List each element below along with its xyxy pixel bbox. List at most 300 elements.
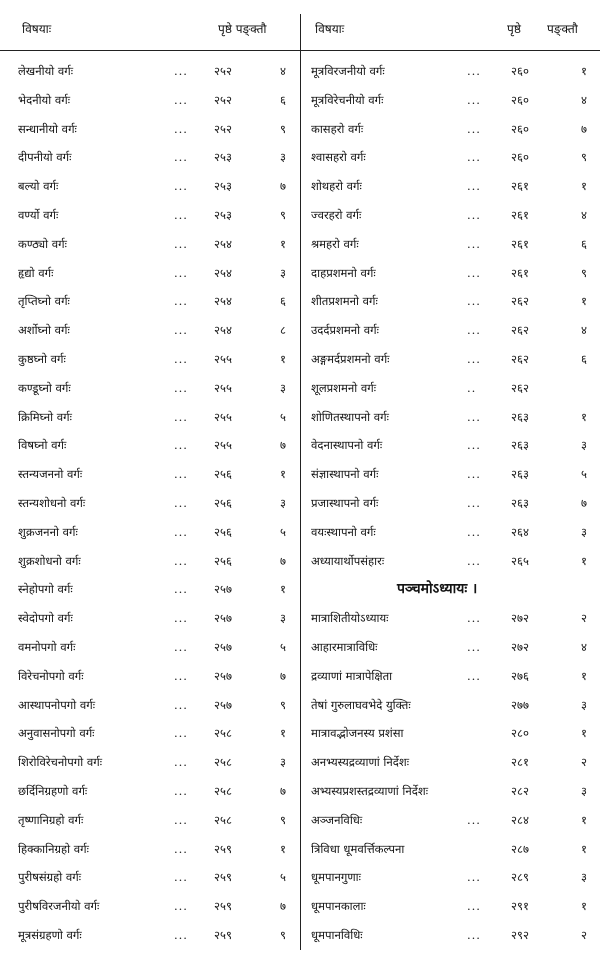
- entry-page-number: २६३: [511, 409, 529, 424]
- entry-subject: कण्ठ्यो वर्गः: [18, 236, 67, 251]
- index-entry: [0, 145, 300, 174]
- index-entry: [0, 693, 300, 722]
- entry-subject: शुक्रजननो वर्गः: [18, 524, 78, 539]
- entry-leader-dots: ...: [174, 351, 188, 366]
- entry-leader-dots: ...: [174, 524, 188, 539]
- index-entry: [0, 721, 300, 750]
- index-entry: [301, 894, 600, 923]
- index-entry: [301, 405, 600, 434]
- entry-line-number: ६: [581, 236, 587, 251]
- index-entry: [301, 347, 600, 376]
- entry-page-number: २५४: [214, 323, 232, 338]
- entry-page-number: २८७: [511, 841, 529, 856]
- entry-page-number: २६४: [511, 524, 529, 539]
- entry-page-number: २५८: [214, 783, 232, 798]
- entry-page-number: २६२: [511, 380, 529, 395]
- entry-leader-dots: ...: [467, 150, 481, 165]
- entry-subject: हिक्कानिग्रहो वर्गः: [18, 841, 89, 856]
- entry-line-number: ३: [280, 265, 286, 280]
- entry-line-number: ६: [280, 92, 286, 107]
- entry-leader-dots: ...: [174, 207, 188, 222]
- entry-page-number: २८०: [511, 726, 529, 741]
- entry-leader-dots: ...: [174, 553, 188, 568]
- entry-line-number: ४: [581, 92, 587, 107]
- index-entry: [301, 145, 600, 174]
- entry-page-number: २५६: [214, 553, 232, 568]
- entry-page-number: २५३: [214, 179, 232, 194]
- entry-page-number: २८१: [511, 755, 529, 770]
- entry-page-number: २६०: [511, 121, 529, 136]
- entry-leader-dots: ...: [174, 639, 188, 654]
- entry-leader-dots: ...: [467, 668, 481, 683]
- entry-page-number: २५६: [214, 524, 232, 539]
- header-page-right: पृष्ठे: [507, 22, 521, 36]
- entry-page-number: २५२: [214, 121, 232, 136]
- index-entry: [301, 750, 600, 779]
- index-entry: [301, 59, 600, 88]
- entry-line-number: ५: [280, 639, 286, 654]
- right-column: [301, 0, 600, 967]
- entry-page-number: २९१: [511, 899, 529, 914]
- entry-page-number: २५९: [214, 870, 232, 885]
- entry-leader-dots: ...: [174, 726, 188, 741]
- entry-leader-dots: ...: [467, 553, 481, 568]
- index-entry: [301, 376, 600, 405]
- index-entry: [0, 261, 300, 290]
- entry-line-number: ५: [280, 409, 286, 424]
- entry-leader-dots: ...: [174, 611, 188, 626]
- entry-subject: धूमपानकालाः: [311, 899, 366, 914]
- entry-leader-dots: ...: [174, 92, 188, 107]
- index-entry: [0, 837, 300, 866]
- entry-line-number: ७: [581, 121, 587, 136]
- entry-line-number: ७: [280, 668, 286, 683]
- entry-line-number: ९: [581, 150, 587, 165]
- index-entry: [301, 289, 600, 318]
- entry-leader-dots: ...: [174, 841, 188, 856]
- entry-line-number: ७: [280, 899, 286, 914]
- index-entry: [301, 203, 600, 232]
- entry-page-number: २६०: [511, 92, 529, 107]
- entry-line-number: २: [581, 927, 587, 942]
- index-entry: [301, 117, 600, 146]
- entry-leader-dots: ...: [174, 150, 188, 165]
- entry-leader-dots: ...: [174, 783, 188, 798]
- entry-subject: शुक्रशोधनो वर्गः: [18, 553, 81, 568]
- entry-line-number: ६: [280, 294, 286, 309]
- entry-page-number: २६०: [511, 150, 529, 165]
- entry-page-number: २७२: [511, 611, 529, 626]
- index-entry: [0, 59, 300, 88]
- entry-line-number: १: [581, 841, 587, 856]
- entry-leader-dots: ...: [467, 899, 481, 914]
- entry-line-number: ३: [280, 611, 286, 626]
- entry-subject: वयःस्थापनो वर्गः: [311, 524, 376, 539]
- index-entry: [0, 865, 300, 894]
- entry-line-number: ३: [581, 524, 587, 539]
- index-entry: [0, 376, 300, 405]
- entry-line-number: ९: [280, 927, 286, 942]
- entry-page-number: २६३: [511, 438, 529, 453]
- index-entry: [0, 405, 300, 434]
- entry-page-number: २६१: [511, 207, 529, 222]
- entry-leader-dots: ..: [467, 380, 477, 395]
- left-index-list: [0, 59, 300, 952]
- entry-page-number: २६१: [511, 265, 529, 280]
- entry-line-number: ५: [581, 467, 587, 482]
- entry-leader-dots: ...: [467, 870, 481, 885]
- index-entry: [301, 491, 600, 520]
- entry-page-number: २७७: [511, 697, 529, 712]
- entry-page-number: २५२: [214, 92, 232, 107]
- entry-line-number: १: [581, 294, 587, 309]
- entry-page-number: २७२: [511, 639, 529, 654]
- entry-page-number: २५९: [214, 841, 232, 856]
- entry-page-number: २५६: [214, 467, 232, 482]
- entry-leader-dots: ...: [467, 92, 481, 107]
- entry-line-number: ३: [280, 150, 286, 165]
- entry-line-number: ४: [581, 323, 587, 338]
- entry-subject: अनभ्यस्यद्रव्याणां निर्देशः: [311, 755, 410, 770]
- entry-subject: विषघ्नो वर्गः: [18, 438, 67, 453]
- entry-leader-dots: ...: [467, 639, 481, 654]
- index-entry: [301, 693, 600, 722]
- index-entry: [301, 865, 600, 894]
- entry-page-number: २५५: [214, 409, 232, 424]
- header-line-right: पङ्क्तौ: [547, 22, 578, 36]
- entry-leader-dots: ...: [174, 380, 188, 395]
- entry-line-number: १: [280, 582, 286, 597]
- entry-line-number: १: [581, 812, 587, 827]
- entry-subject: ज्वरहरो वर्गः: [311, 207, 362, 222]
- entry-subject: तृष्णानिग्रहो वर्गः: [18, 812, 84, 827]
- entry-page-number: २६३: [511, 495, 529, 510]
- entry-subject: छर्दिनिग्रहणो वर्गः: [18, 783, 88, 798]
- entry-subject: पुरीषसंग्रहो वर्गः: [18, 870, 82, 885]
- entry-page-number: २५४: [214, 265, 232, 280]
- entry-page-number: २५७: [214, 611, 232, 626]
- entry-line-number: १: [280, 841, 286, 856]
- entry-line-number: ८: [280, 323, 286, 338]
- index-entry: [0, 433, 300, 462]
- entry-line-number: ९: [280, 697, 286, 712]
- entry-subject: उदर्दप्रशमनो वर्गः: [311, 323, 379, 338]
- entry-subject: मूत्रविरेचनीयो वर्गः: [311, 92, 384, 107]
- entry-page-number: २९२: [511, 927, 529, 942]
- entry-leader-dots: ...: [174, 467, 188, 482]
- index-entry: [0, 347, 300, 376]
- entry-leader-dots: ...: [467, 524, 481, 539]
- entry-leader-dots: ...: [467, 467, 481, 482]
- entry-page-number: २५७: [214, 639, 232, 654]
- entry-subject: आस्थापनोपगो वर्गः: [18, 697, 96, 712]
- entry-subject: भेदनीयो वर्गः: [18, 92, 71, 107]
- entry-subject: शूलप्रशमनो वर्गः: [311, 380, 377, 395]
- entry-leader-dots: ...: [467, 351, 481, 366]
- entry-leader-dots: ...: [174, 668, 188, 683]
- entry-leader-dots: ...: [467, 409, 481, 424]
- entry-page-number: २८२: [511, 783, 529, 798]
- entry-line-number: १: [581, 668, 587, 683]
- entry-subject: धूमपानगुणाः: [311, 870, 361, 885]
- entry-leader-dots: ...: [174, 927, 188, 942]
- entry-page-number: २५९: [214, 927, 232, 942]
- index-entry: [0, 549, 300, 578]
- entry-line-number: ४: [581, 207, 587, 222]
- entry-line-number: ५: [280, 524, 286, 539]
- entry-leader-dots: ...: [467, 927, 481, 942]
- entry-line-number: १: [581, 726, 587, 741]
- entry-line-number: ३: [581, 870, 587, 885]
- entry-subject: बल्यो वर्गः: [18, 179, 59, 194]
- entry-line-number: १: [280, 236, 286, 251]
- entry-leader-dots: ...: [174, 438, 188, 453]
- entry-leader-dots: ...: [174, 870, 188, 885]
- index-entry: [0, 232, 300, 261]
- entry-line-number: १: [280, 351, 286, 366]
- entry-subject: अर्शोघ्नो वर्गः: [18, 323, 70, 338]
- entry-page-number: २६१: [511, 236, 529, 251]
- entry-line-number: १: [581, 64, 587, 78]
- index-entry: [301, 721, 600, 750]
- index-entry: [301, 923, 600, 952]
- entry-subject: शीतप्रशमनो वर्गः: [311, 294, 378, 309]
- header-subject-right: विषयाः: [315, 22, 345, 36]
- index-entry: [0, 635, 300, 664]
- entry-page-number: २५५: [214, 351, 232, 366]
- entry-leader-dots: ...: [467, 265, 481, 280]
- entry-line-number: ७: [280, 179, 286, 194]
- entry-subject: तेषां गुरुलाघवभेदे युक्तिः: [311, 697, 411, 712]
- index-entry: [301, 577, 600, 606]
- entry-page-number: २६२: [511, 323, 529, 338]
- entry-line-number: १: [581, 553, 587, 568]
- entry-line-number: ९: [581, 265, 587, 280]
- entry-subject: स्नेहोपगो वर्गः: [18, 582, 73, 597]
- entry-leader-dots: ...: [467, 294, 481, 309]
- index-entry: [0, 750, 300, 779]
- entry-subject: संज्ञास्थापनो वर्गः: [311, 467, 379, 482]
- index-entry: [0, 808, 300, 837]
- entry-line-number: ३: [280, 380, 286, 395]
- entry-leader-dots: ...: [467, 121, 481, 136]
- entry-line-number: ५: [280, 870, 286, 885]
- entry-subject: त्रिविधा धूमवर्त्तिकल्पना: [311, 841, 405, 856]
- entry-subject: पुरीषविरजनीयो वर्गः: [18, 899, 100, 914]
- index-entry: [0, 174, 300, 203]
- entry-line-number: ३: [581, 438, 587, 453]
- index-entry: [0, 203, 300, 232]
- entry-subject: स्तन्यजननो वर्गः: [18, 467, 83, 482]
- index-entry: [0, 289, 300, 318]
- entry-line-number: २: [581, 755, 587, 770]
- entry-line-number: ६: [581, 351, 587, 366]
- entry-subject: वर्ण्यो वर्गः: [18, 207, 59, 222]
- index-entry: [301, 88, 600, 117]
- entry-leader-dots: ...: [174, 812, 188, 827]
- entry-subject: स्तन्यशोधनो वर्गः: [18, 495, 86, 510]
- entry-page-number: २५५: [214, 438, 232, 453]
- entry-page-number: २५२: [214, 64, 232, 78]
- entry-subject: आहारमात्राविधिः: [311, 639, 378, 654]
- entry-leader-dots: ...: [174, 697, 188, 712]
- entry-leader-dots: ...: [174, 755, 188, 770]
- header-page-line-left: पृष्ठे पङ्क्तौ: [218, 22, 267, 36]
- index-entry: [0, 664, 300, 693]
- index-entry: [0, 923, 300, 952]
- entry-subject: मात्राशितीयोऽध्यायः: [311, 611, 389, 626]
- index-entry: [0, 117, 300, 146]
- entry-subject: अभ्यस्यप्रशस्तद्रव्याणां निर्देशः: [311, 783, 429, 798]
- entry-line-number: ३: [280, 755, 286, 770]
- entry-page-number: २६२: [511, 294, 529, 309]
- entry-page-number: २८९: [511, 870, 529, 885]
- entry-subject: मूत्रविरजनीयो वर्गः: [311, 64, 385, 78]
- entry-subject: कुष्ठघ्नो वर्गः: [18, 351, 66, 366]
- entry-line-number: १: [280, 726, 286, 741]
- entry-subject: वेदनास्थापनो वर्गः: [311, 438, 383, 453]
- entry-page-number: २५७: [214, 668, 232, 683]
- entry-subject: दाहप्रशमनो वर्गः: [311, 265, 376, 280]
- index-entry: [301, 549, 600, 578]
- entry-subject: दीपनीयो वर्गः: [18, 150, 72, 165]
- index-entry: [301, 174, 600, 203]
- entry-page-number: २५८: [214, 755, 232, 770]
- entry-subject: मूत्रसंग्रहणो वर्गः: [18, 927, 82, 942]
- entry-page-number: २५४: [214, 294, 232, 309]
- entry-page-number: २७६: [511, 668, 529, 683]
- entry-subject: कण्डूघ्नो वर्गः: [18, 380, 71, 395]
- entry-leader-dots: ...: [174, 64, 188, 78]
- entry-page-number: २५३: [214, 150, 232, 165]
- index-entry: [0, 894, 300, 923]
- entry-subject: मात्रावद्भोजनस्य प्रशंसा: [311, 726, 404, 741]
- entry-line-number: ७: [280, 553, 286, 568]
- entry-leader-dots: ...: [174, 179, 188, 194]
- index-entry: [301, 635, 600, 664]
- entry-line-number: ९: [280, 207, 286, 222]
- index-entry: [301, 462, 600, 491]
- entry-page-number: २५८: [214, 812, 232, 827]
- index-entry: [0, 88, 300, 117]
- entry-subject: धूमपानविधिः: [311, 927, 363, 942]
- entry-page-number: २५८: [214, 726, 232, 741]
- entry-line-number: ९: [280, 121, 286, 136]
- entry-page-number: २६३: [511, 467, 529, 482]
- header-subject-left: विषयाः: [22, 22, 52, 36]
- entry-leader-dots: ...: [174, 582, 188, 597]
- entry-leader-dots: ...: [174, 409, 188, 424]
- entry-leader-dots: ...: [467, 323, 481, 338]
- entry-subject: अनुवासनोपगो वर्गः: [18, 726, 95, 741]
- index-entry: [0, 520, 300, 549]
- entry-leader-dots: ...: [174, 323, 188, 338]
- entry-subject: शिरोविरेचनोपगो वर्गः: [18, 755, 103, 770]
- entry-subject: अङ्गमर्दप्रशमनो वर्गः: [311, 351, 390, 366]
- entry-leader-dots: ...: [174, 121, 188, 136]
- entry-line-number: ३: [280, 495, 286, 510]
- entry-line-number: २: [581, 611, 587, 626]
- index-entry: [0, 606, 300, 635]
- entry-line-number: १: [581, 409, 587, 424]
- entry-line-number: ३: [581, 783, 587, 798]
- index-entry: [0, 779, 300, 808]
- entry-leader-dots: ...: [467, 438, 481, 453]
- entry-subject: श्रमहरो वर्गः: [311, 236, 359, 251]
- right-index-list: [301, 59, 600, 952]
- entry-leader-dots: ...: [467, 207, 481, 222]
- entry-subject: प्रजास्थापनो वर्गः: [311, 495, 379, 510]
- entry-leader-dots: ...: [174, 899, 188, 914]
- index-entry: [301, 779, 600, 808]
- index-entry: [301, 520, 600, 549]
- entry-subject: विरेचनोपगो वर्गः: [18, 668, 84, 683]
- entry-page-number: २५७: [214, 697, 232, 712]
- entry-subject: हृद्यो वर्गः: [18, 265, 54, 280]
- entry-leader-dots: ...: [467, 495, 481, 510]
- entry-line-number: ७: [280, 783, 286, 798]
- entry-leader-dots: ...: [174, 294, 188, 309]
- entry-page-number: २८४: [511, 812, 529, 827]
- entry-line-number: ३: [581, 697, 587, 712]
- entry-page-number: २५४: [214, 236, 232, 251]
- entry-leader-dots: ...: [174, 265, 188, 280]
- entry-subject: तृप्तिघ्नो वर्गः: [18, 294, 70, 309]
- entry-line-number: ७: [280, 438, 286, 453]
- entry-line-number: ४: [280, 64, 286, 78]
- index-entry: [0, 462, 300, 491]
- entry-page-number: २५७: [214, 582, 232, 597]
- entry-subject: द्रव्याणां मात्रापेक्षिता: [311, 668, 393, 683]
- entry-subject: वमनोपगो वर्गः: [18, 639, 76, 654]
- entry-subject: कासहरो वर्गः: [311, 121, 364, 136]
- entry-subject: श्वासहरो वर्गः: [311, 150, 366, 165]
- index-entry: [301, 837, 600, 866]
- entry-line-number: ४: [581, 639, 587, 654]
- index-entry: [301, 318, 600, 347]
- index-entry: [301, 433, 600, 462]
- entry-line-number: ९: [280, 812, 286, 827]
- entry-page-number: २५६: [214, 495, 232, 510]
- entry-page-number: २५५: [214, 380, 232, 395]
- entry-page-number: २६०: [511, 64, 529, 78]
- index-entry: [301, 808, 600, 837]
- index-entry: [301, 664, 600, 693]
- entry-leader-dots: ...: [467, 236, 481, 251]
- entry-page-number: २६१: [511, 179, 529, 194]
- entry-leader-dots: ...: [174, 236, 188, 251]
- index-entry: [0, 491, 300, 520]
- entry-line-number: १: [581, 179, 587, 194]
- chapter-heading: पञ्चमोऽध्यायः ।: [397, 581, 478, 598]
- entry-subject: शोणितस्थापनो वर्गः: [311, 409, 389, 424]
- entry-page-number: २५९: [214, 899, 232, 914]
- entry-line-number: १: [280, 467, 286, 482]
- entry-subject: अध्यायार्थोपसंहारः: [311, 553, 385, 568]
- entry-page-number: २६२: [511, 351, 529, 366]
- index-entry: [301, 606, 600, 635]
- index-entry: [301, 232, 600, 261]
- entry-page-number: २५३: [214, 207, 232, 222]
- entry-leader-dots: ...: [467, 64, 481, 78]
- entry-line-number: ७: [581, 495, 587, 510]
- entry-leader-dots: ...: [467, 179, 481, 194]
- entry-subject: सन्धानीयो वर्गः: [18, 121, 77, 136]
- entry-subject: स्वेदोपगो वर्गः: [18, 611, 73, 626]
- entry-subject: लेखनीयो वर्गः: [18, 64, 74, 78]
- entry-page-number: २६५: [511, 553, 529, 568]
- index-entry: [0, 318, 300, 347]
